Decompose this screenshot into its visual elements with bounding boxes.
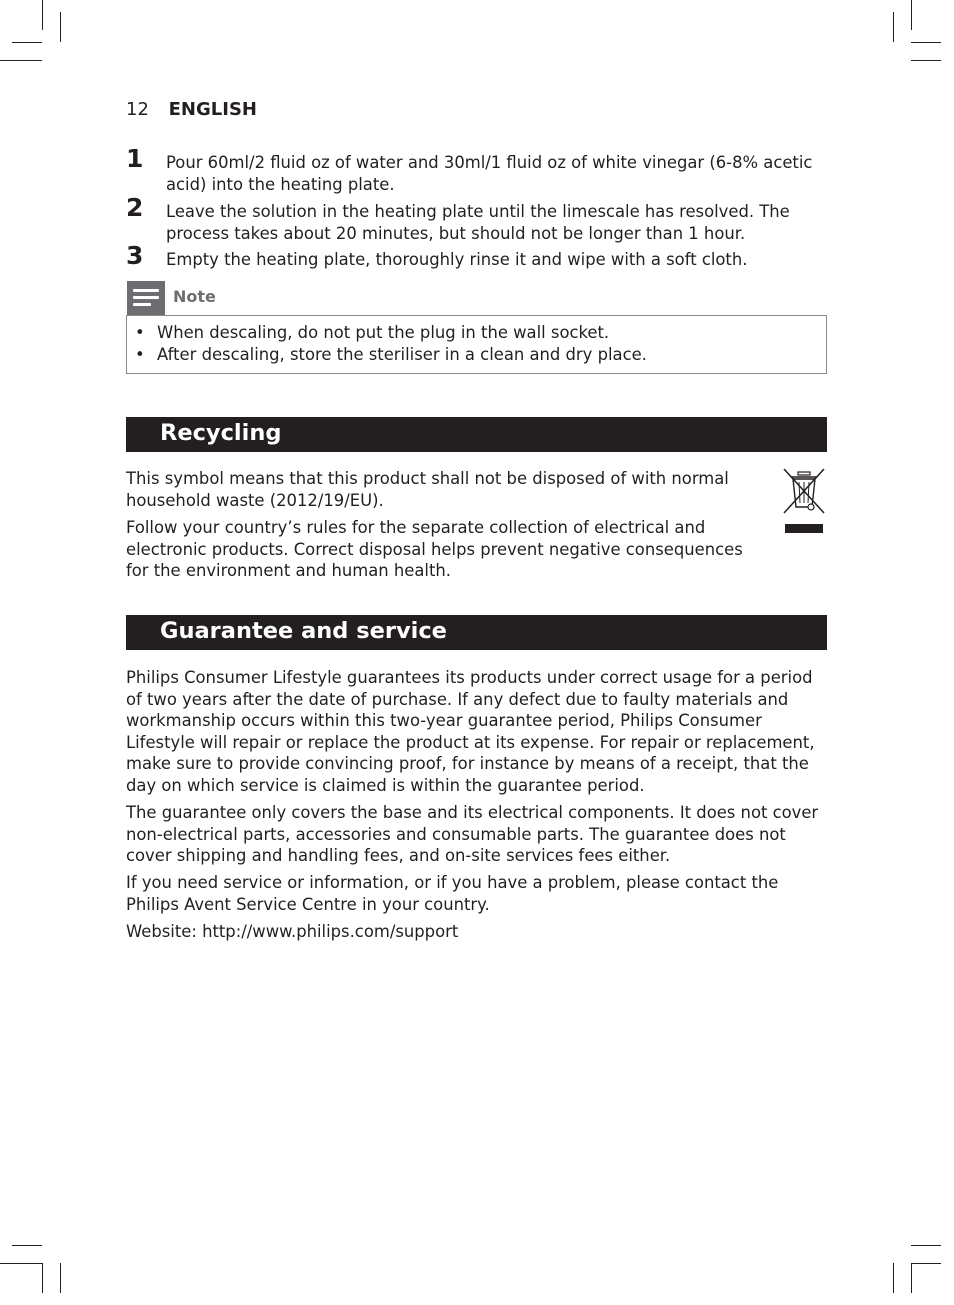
- section-title: Guarantee and service: [160, 618, 447, 644]
- step-text: Empty the heating plate, thoroughly rinse it and wipe with a soft cloth.: [166, 250, 748, 269]
- section-header-recycling: [126, 417, 827, 452]
- guarantee-paragraph: The guarantee only covers the base and its electrical components. It does not cover non-electrical parts, accessories and consumable parts. The guarantee does not cover shipping and handling fees, and on-site services fees either.: [126, 803, 819, 865]
- section-header-guarantee: [126, 615, 827, 650]
- bullet: •: [135, 323, 145, 342]
- step-number: 1: [126, 144, 144, 173]
- note-icon: [127, 281, 165, 315]
- page-header: [126, 99, 257, 120]
- section-title: Recycling: [160, 420, 282, 446]
- bullet: •: [135, 345, 145, 364]
- crossed-out-wheelie-bin-icon: [781, 467, 827, 537]
- step-number: 3: [126, 241, 144, 270]
- note-text: After descaling, store the steriliser in a clean and dry place.: [157, 345, 647, 364]
- guarantee-paragraph: If you need service or information, or if you have a problem, please contact the Philips Avent Service Centre in your country.: [126, 873, 779, 914]
- guarantee-paragraph: Philips Consumer Lifestyle guarantees its products under correct usage for a period of two years after the date of purchase. If any defect due to faulty materials and workmanship occurs within this two-year guarantee period, Philips Consumer Lifestyle will repair or replace the product at its expense. For repair or replacement, make sure to provide convincing proof, for instance by means of a receipt, that the day on which service is claimed is within the guarantee period.: [126, 668, 815, 795]
- support-website: Website: http://www.philips.com/support: [126, 922, 459, 941]
- page-number: 12: [126, 99, 149, 120]
- step-text: Leave the solution in the heating plate until the limescale has resolved. The process takes about 20 minutes, but should not be longer than 1 hour.: [166, 202, 790, 243]
- recycling-paragraph: This symbol means that this product shall not be disposed of with normal household waste (2012/19/EU).: [126, 469, 729, 510]
- note-label: Note: [173, 287, 216, 306]
- language-label: ENGLISH: [168, 99, 257, 120]
- recycling-paragraph: Follow your country’s rules for the separate collection of electrical and electronic products. Correct disposal helps prevent negative consequences for the environment and human health.: [126, 518, 743, 580]
- step-text: Pour 60ml/2 fluid oz of water and 30ml/1 fluid oz of white vinegar (6-8% acetic acid) into the heating plate.: [166, 153, 813, 194]
- step-number: 2: [126, 193, 144, 222]
- note-text: When descaling, do not put the plug in the wall socket.: [157, 323, 610, 342]
- note-box: [126, 315, 827, 374]
